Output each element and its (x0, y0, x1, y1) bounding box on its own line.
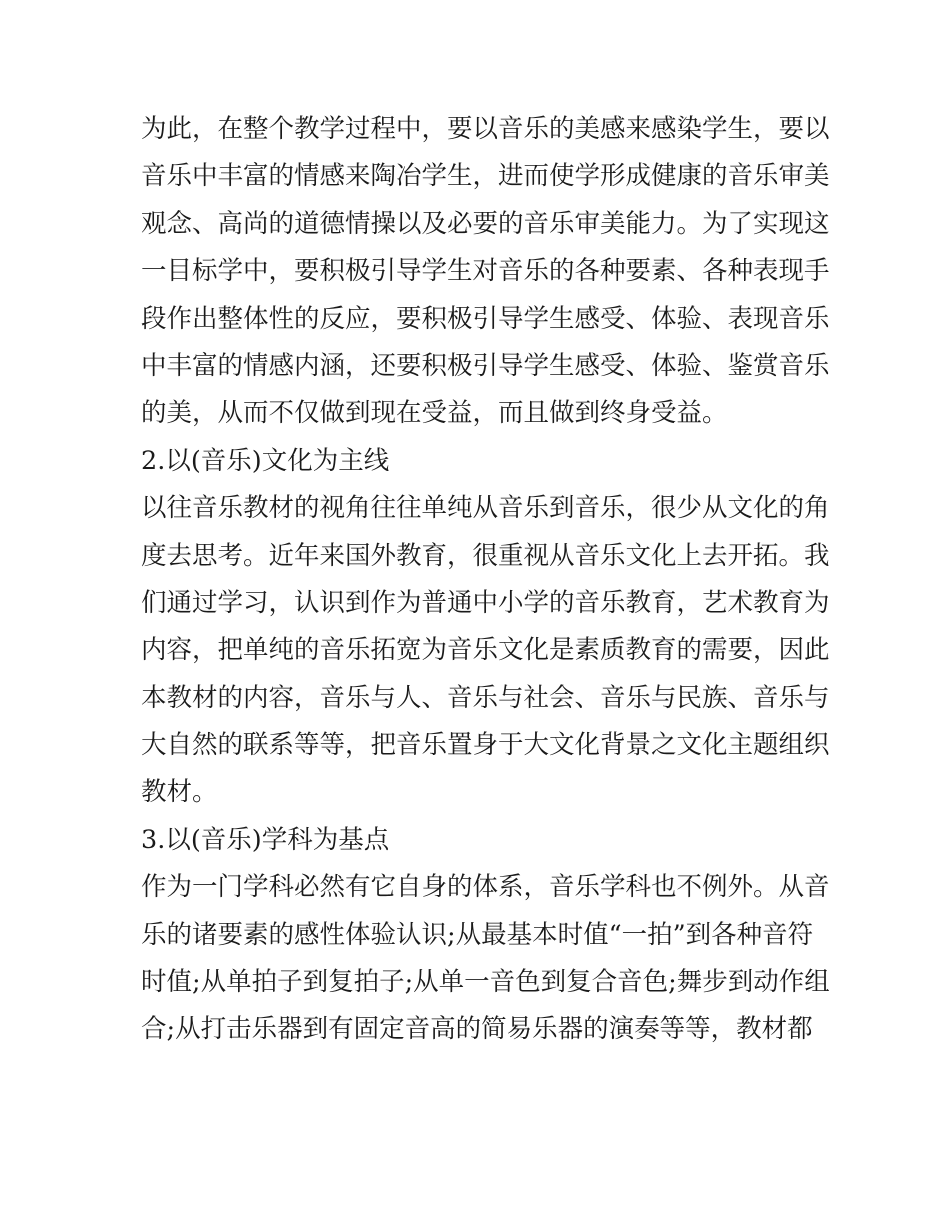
text-line: 音乐中丰富的情感来陶冶学生，进而使学形成健康的音乐审美 (141, 161, 830, 192)
document-body (141, 106, 830, 1054)
text-line: 观念、高尚的道德情操以及必要的音乐审美能力。为了实现这 (141, 208, 830, 239)
text-line: 以往音乐教材的视角往往单纯从音乐到音乐，很少从文化的角 (141, 493, 830, 524)
text-line: 段作出整体性的反应，要积极引导学生感受、体验、表现音乐 (141, 303, 830, 334)
text-line: 本教材的内容，音乐与人、音乐与社会、音乐与民族、音乐与 (141, 682, 830, 713)
text-line: 教材。 (141, 777, 218, 808)
text-line: 内容，把单纯的音乐拓宽为音乐文化是素质教育的需要，因此 (141, 635, 830, 666)
text-line: 乐的诸要素的感性体验认识;从最基本时值“一拍”到各种音符 (141, 919, 814, 950)
text-line: 的美，从而不仅做到现在受益，而且做到终身受益。 (141, 398, 728, 429)
text-line: 大自然的联系等等，把音乐置身于大文化背景之文化主题组织 (141, 730, 830, 761)
section-heading: 3.以(音乐)学科为基点 (141, 824, 390, 855)
text-line: 为此，在整个教学过程中，要以音乐的美感来感染学生，要以 (141, 114, 830, 144)
text-line: 作为一门学科必然有它自身的体系，音乐学科也不例外。从音 (141, 872, 830, 903)
text-line: 一目标学中，要积极引导学生对音乐的各种要素、各种表现手 (141, 256, 830, 287)
section-heading: 2.以(音乐)文化为主线 (141, 445, 390, 476)
text-line: 度去思考。近年来国外教育，很重视从音乐文化上去开拓。我 (141, 540, 830, 571)
text-line: 合;从打击乐器到有固定音高的简易乐器的演奏等等，教材都 (141, 1014, 813, 1045)
text-line: 们通过学习，认识到作为普通中小学的音乐教育，艺术教育为 (141, 587, 830, 618)
text-line: 时值;从单拍子到复拍子;从单一音色到复合音色;舞步到动作组 (141, 967, 830, 998)
text-line: 中丰富的情感内涵，还要积极引导学生感受、体验、鉴赏音乐 (141, 350, 830, 381)
